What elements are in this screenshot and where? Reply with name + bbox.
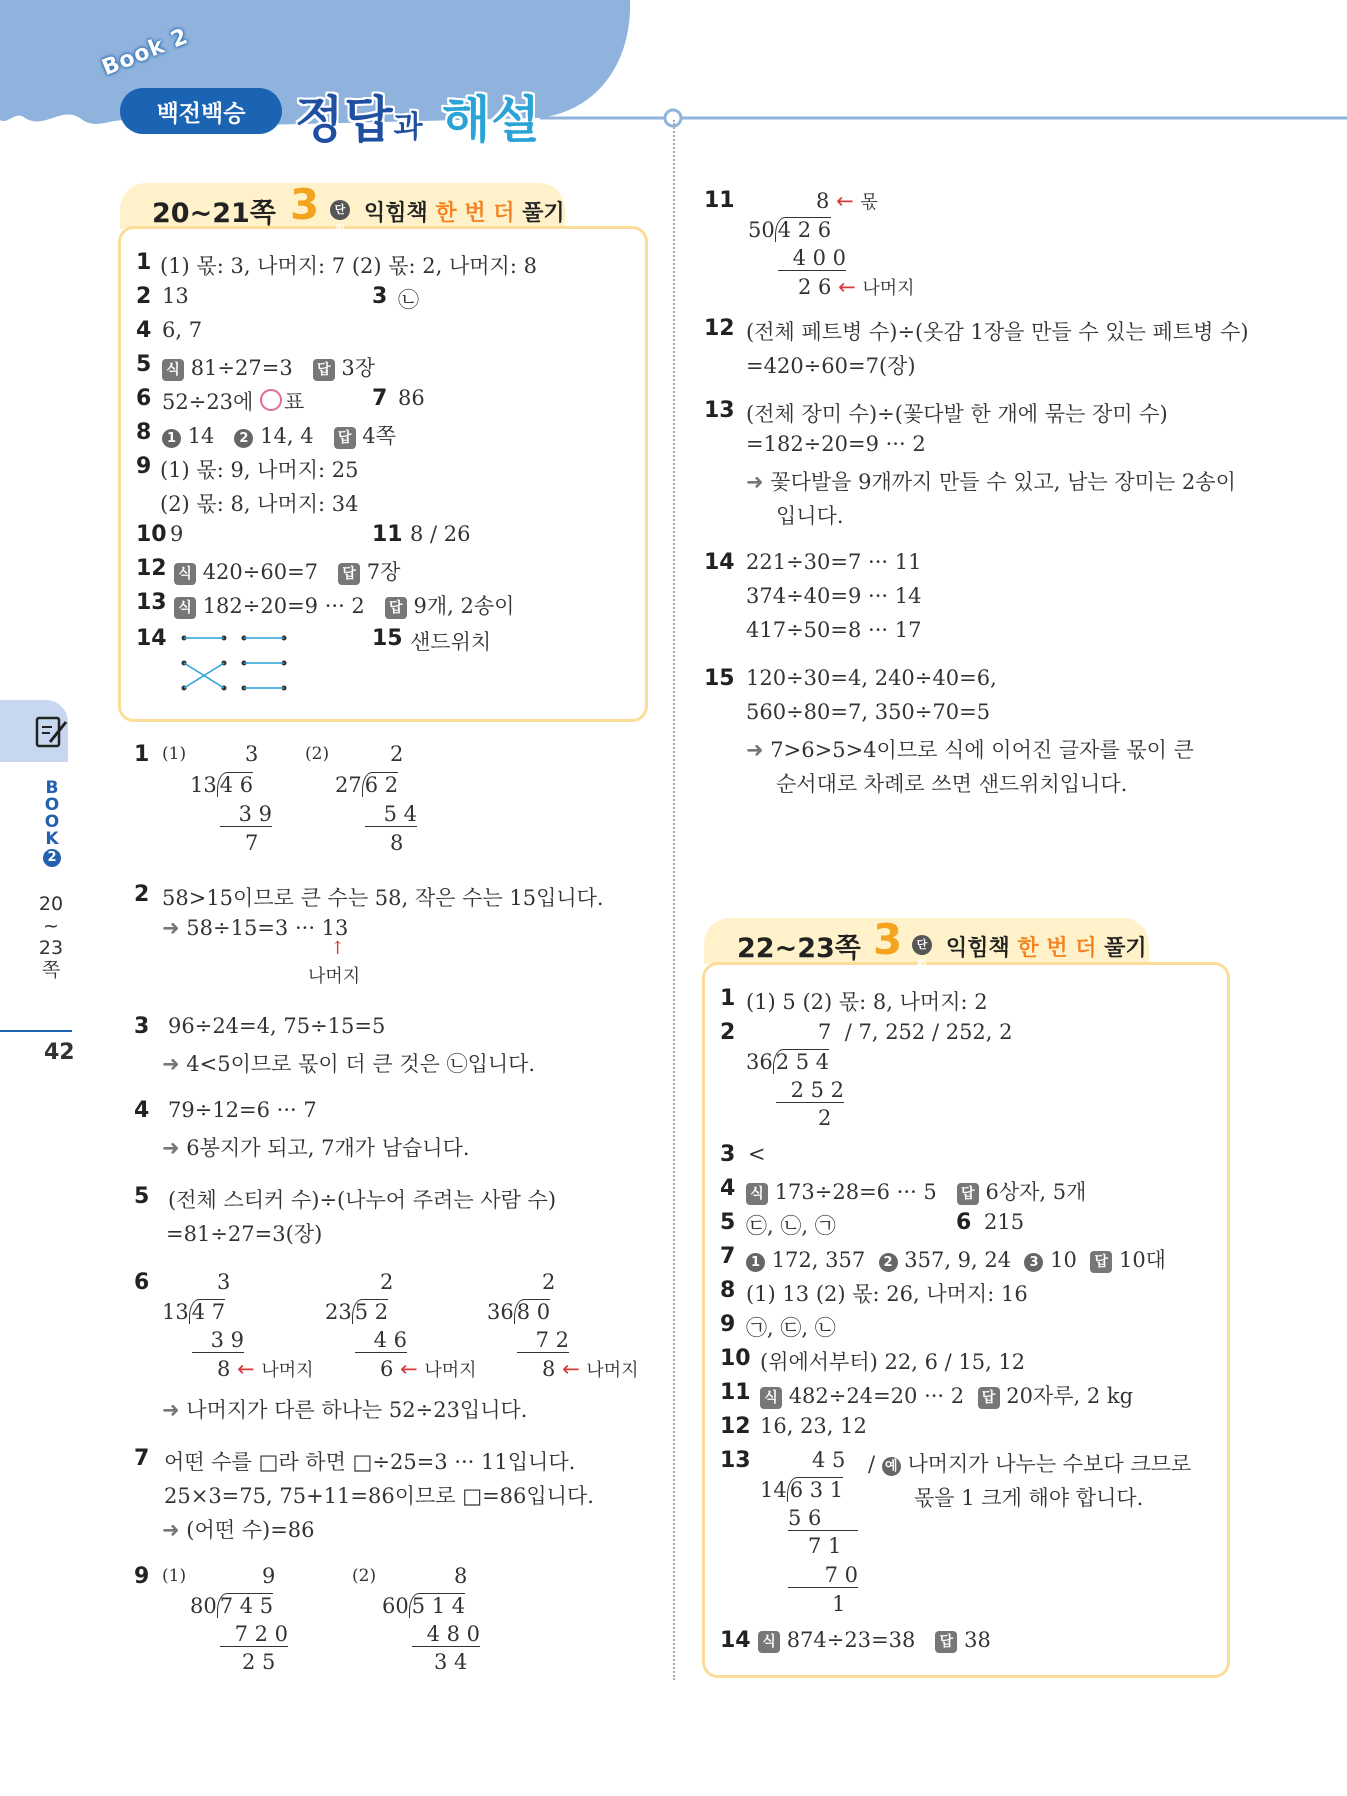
b2-num-8: 8: [720, 1278, 736, 1303]
box2-title: 익힘책 한 번 더 풀기: [946, 936, 1147, 961]
arrow-icon: ➜: [162, 1398, 180, 1422]
sol5-line2: =81÷27=3(장): [166, 1222, 323, 1246]
sol-num-2: 2: [134, 882, 150, 907]
sol2-line2: ➜ 58÷15=3 ··· 13: [162, 916, 349, 940]
sol4-line2: ➜ 6봉지가 되고, 7개가 남습니다.: [162, 1136, 470, 1160]
sol4-line1: 79÷12=6 ··· 7: [168, 1098, 317, 1122]
b1-ans-9a: (1) 몫: 9, 나머지: 25: [160, 458, 359, 482]
notebook-icon: [34, 714, 70, 750]
sol15-line4: 순서대로 차례로 쓰면 샌드위치입니다.: [776, 772, 1128, 796]
sol-num-4: 4: [134, 1098, 150, 1123]
sol13-line2: =182÷20=9 ··· 2: [746, 432, 926, 456]
arrow-icon: ➜: [162, 1136, 180, 1160]
b1-num-8: 8: [136, 420, 152, 445]
sol7-line1: 어떤 수를 □라 하면 □÷25=3 ··· 11입니다.: [164, 1450, 576, 1474]
sol-num-13: 13: [704, 398, 735, 423]
sol3-line1: 96÷24=4, 75÷15=5: [168, 1014, 386, 1038]
series-badge: 백전백승: [120, 88, 282, 134]
column-divider: [673, 120, 675, 1680]
b1-num-14: 14: [136, 626, 167, 651]
b1-ans-10: 9: [170, 522, 184, 546]
b2-ans-13-reason: / 예 나머지가 나누는 수보다 크므로: [868, 1452, 1192, 1476]
sol-num-11: 11: [704, 188, 735, 213]
b2-ans-9: ㉠, ㉢, ㉡: [746, 1316, 836, 1340]
b2-ans-11: 식 482÷24=20 ··· 2 답 20자루, 2 kg: [760, 1380, 1133, 1410]
b1-num-13: 13: [136, 590, 167, 615]
b2-num-6: 6: [956, 1210, 972, 1235]
circle-mark-icon: [260, 389, 282, 411]
arrow-icon: ➜: [746, 470, 764, 494]
sol1-part1: (1): [162, 744, 187, 764]
box2-pages: 22~23쪽: [737, 933, 861, 964]
sol7-line2: 25×3=75, 75+11=86이므로 □=86입니다.: [164, 1484, 594, 1508]
box1-pages: 20~21쪽: [152, 198, 276, 229]
b1-ans-6: 52÷23에 표: [162, 390, 305, 414]
sol-num-15: 15: [704, 666, 735, 691]
b1-num-12: 12: [136, 556, 167, 581]
sol3-line2: ➜ 4<5이므로 몫이 더 큰 것은 ㉡입니다.: [162, 1052, 536, 1076]
sol2-line1: 58>15이므로 큰 수는 58, 작은 수는 15입니다.: [162, 886, 604, 910]
side-rule: [0, 1030, 72, 1032]
sol-num-6: 6: [134, 1270, 150, 1295]
b2-ans-10: (위에서부터) 22, 6 / 15, 12: [760, 1350, 1026, 1374]
sol-num-14: 14: [704, 550, 735, 575]
left-arrow-icon: ←: [838, 275, 856, 299]
book-label: Book 2: [98, 23, 192, 82]
b2-num-13: 13: [720, 1448, 751, 1473]
b1-num-5: 5: [136, 352, 152, 377]
b2-num-12: 12: [720, 1414, 751, 1439]
b1-ans-11: 8 / 26: [410, 522, 471, 546]
left-arrow-icon: ←: [562, 1357, 580, 1381]
b2-ans-4: 식 173÷28=6 ··· 5 답 6상자, 5개: [746, 1176, 1086, 1206]
b1-ans-15: 샌드위치: [410, 630, 492, 654]
b2-ans-5: ㉢, ㉡, ㉠: [746, 1214, 836, 1238]
sol9-part1: (1): [162, 1566, 187, 1586]
b1-num-15: 15: [372, 626, 403, 651]
arrow-icon: ➜: [162, 1518, 180, 1542]
b2-ans-8: (1) 13 (2) 몫: 26, 나머지: 16: [746, 1282, 1028, 1306]
b1-num-4: 4: [136, 318, 152, 343]
box1-unit-badge: 단원: [330, 200, 350, 220]
sol9-part2: (2): [352, 1566, 377, 1586]
matching-diagram: [178, 632, 298, 692]
sol-num-5: 5: [134, 1184, 150, 1209]
up-arrow-icon: ↑: [330, 938, 346, 959]
b1-num-9: 9: [136, 454, 152, 479]
b2-num-4: 4: [720, 1176, 736, 1201]
side-page-range: 20 ~ 23 쪽: [38, 893, 64, 981]
sol-num-1: 1: [134, 742, 150, 767]
sol13-line3: ➜ 꽃다발을 9개까지 만들 수 있고, 남는 장미는 2송이: [746, 470, 1236, 494]
sol12-line2: =420÷60=7(장): [746, 354, 916, 378]
sol-num-3: 3: [134, 1014, 150, 1039]
arrow-icon: ➜: [162, 916, 180, 940]
sol5-line1: (전체 스티커 수)÷(나누어 주려는 사람 수): [168, 1188, 557, 1212]
sol-num-9: 9: [134, 1564, 150, 1589]
sol12-line1: (전체 페트병 수)÷(옷감 1장을 만들 수 있는 페트병 수): [746, 320, 1249, 344]
box1-title: 익힘책 한 번 더 풀기: [364, 201, 565, 226]
side-book-label: B O O K 2: [44, 778, 60, 865]
b2-ans-7: 1 172, 357 2 357, 9, 24 3 10 답 10대: [746, 1244, 1166, 1274]
b1-num-2: 2: [136, 284, 152, 309]
box2-unit: 3: [873, 915, 903, 964]
b1-num-7: 7: [372, 386, 388, 411]
b2-ans-12: 16, 23, 12: [760, 1414, 867, 1438]
b1-ans-13: 식 182÷20=9 ··· 2 답 9개, 2송이: [174, 590, 514, 620]
sol14-line1: 221÷30=7 ··· 11: [746, 550, 922, 574]
sol13-line4: 입니다.: [776, 504, 844, 528]
b1-num-6: 6: [136, 386, 152, 411]
b2-num-2: 2: [720, 1020, 736, 1045]
sol-num-7: 7: [134, 1446, 150, 1471]
b2-ans-14: 식 874÷23=38 답 38: [758, 1628, 991, 1653]
sol15-line3: ➜ 7>6>5>4이므로 식에 이어진 글자를 몫이 큰: [746, 738, 1194, 762]
b2-ans-1: (1) 5 (2) 몫: 8, 나머지: 2: [746, 990, 988, 1014]
b2-num-10: 10: [720, 1346, 751, 1371]
b2-ans-13-reason2: 몫을 1 크게 해야 합니다.: [914, 1486, 1144, 1510]
b2-ans-6: 215: [984, 1210, 1025, 1234]
b1-ans-8: 1 14 2 14, 4 답 4쪽: [162, 420, 396, 450]
sol13-line1: (전체 장미 수)÷(꽃다발 한 개에 묶는 장미 수): [746, 402, 1168, 426]
arrow-icon: ➜: [746, 738, 764, 762]
b1-ans-3: ㉡: [398, 288, 419, 312]
sol2-label: 나머지: [308, 966, 361, 987]
arrow-icon: ➜: [162, 1052, 180, 1076]
sol7-line3: ➜ (어떤 수)=86: [162, 1518, 315, 1542]
b2-num-1: 1: [720, 986, 736, 1011]
page-number: 42: [44, 1040, 75, 1065]
sol15-line1: 120÷30=4, 240÷40=6,: [746, 666, 997, 690]
b1-num-10: 10: [136, 522, 167, 547]
b1-ans-9b: (2) 몫: 8, 나머지: 34: [160, 492, 359, 516]
b2-num-7: 7: [720, 1244, 736, 1269]
page-title: 정답과 해설: [295, 91, 541, 149]
b1-ans-1: (1) 몫: 3, 나머지: 7 (2) 몫: 2, 나머지: 8: [160, 254, 537, 278]
box2-unit-badge: 단원: [912, 935, 932, 955]
sol14-line3: 417÷50=8 ··· 17: [746, 618, 922, 642]
left-arrow-icon: ←: [237, 1357, 255, 1381]
b1-num-1: 1: [136, 250, 152, 275]
b1-ans-5: 식 81÷27=3 답 3장: [162, 352, 375, 382]
left-arrow-icon: ←: [836, 189, 854, 213]
b2-num-5: 5: [720, 1210, 736, 1235]
b1-ans-7: 86: [398, 386, 425, 410]
b1-ans-2: 13: [162, 284, 189, 308]
side-tab: [0, 700, 68, 762]
sol-num-12: 12: [704, 316, 735, 341]
b2-ans-3: <: [748, 1142, 766, 1166]
sol14-line2: 374÷40=9 ··· 14: [746, 584, 922, 608]
sol15-line2: 560÷80=7, 350÷70=5: [746, 700, 991, 724]
box1-unit: 3: [290, 180, 320, 229]
b1-num-11: 11: [372, 522, 403, 547]
b1-ans-12: 식 420÷60=7 답 7장: [174, 556, 400, 586]
b1-ans-4: 6, 7: [162, 318, 203, 342]
sol1-part2: (2): [305, 744, 330, 764]
b2-num-11: 11: [720, 1380, 751, 1405]
b2-num-9: 9: [720, 1312, 736, 1337]
b1-num-3: 3: [372, 284, 388, 309]
b2-num-3: 3: [720, 1142, 736, 1167]
b2-num-14: 14: [720, 1628, 751, 1653]
left-arrow-icon: ←: [400, 1357, 418, 1381]
sol6-conclusion: ➜ 나머지가 다른 하나는 52÷23입니다.: [162, 1398, 528, 1422]
